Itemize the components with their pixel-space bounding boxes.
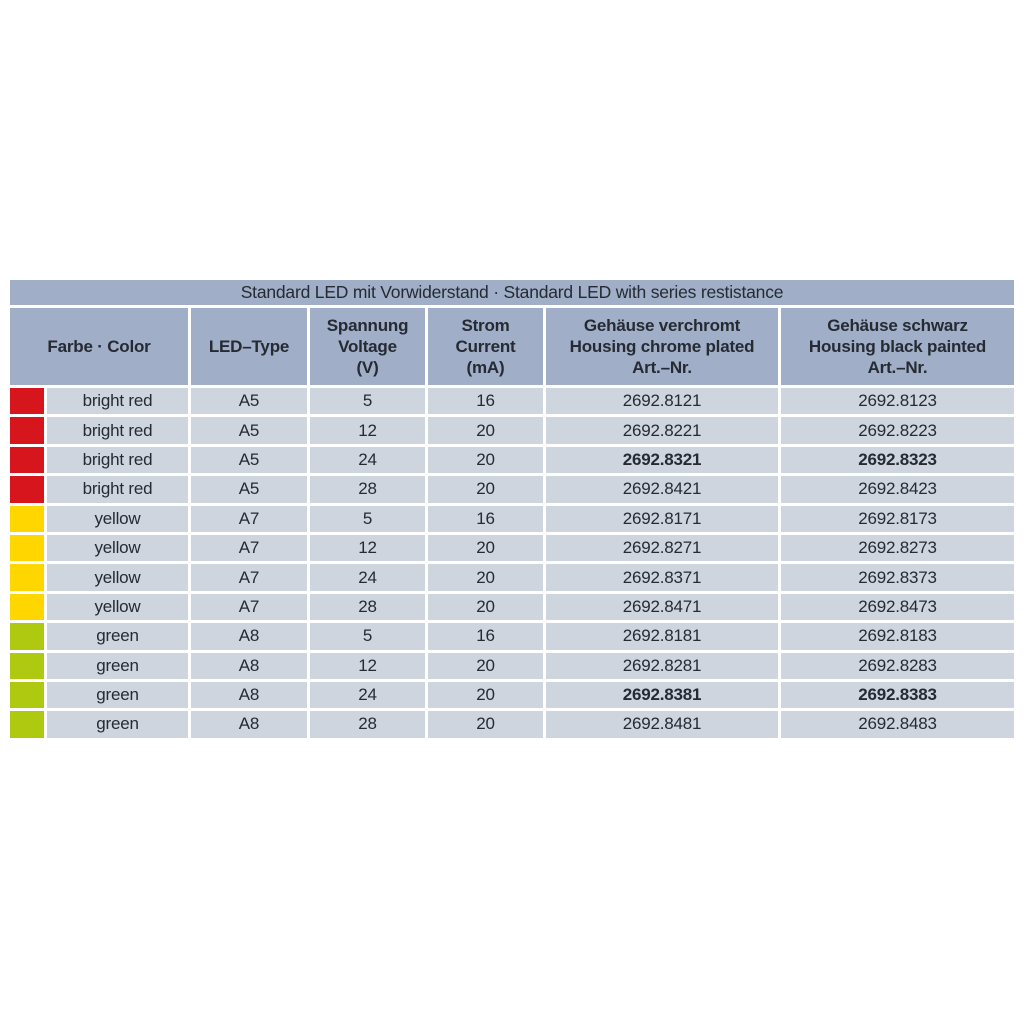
chrome-art-nr-cell: 2692.8281 [546, 653, 778, 679]
column-header-spannung-voltage [310, 308, 425, 385]
voltage-cell: 24 [310, 682, 425, 708]
voltage-cell: 12 [310, 653, 425, 679]
black-art-nr-cell: 2692.8183 [781, 623, 1014, 649]
led-type-cell: A5 [191, 388, 307, 414]
color-swatch [10, 388, 44, 414]
led-type-cell: A7 [191, 594, 307, 620]
led-type-cell: A7 [191, 564, 307, 590]
table-title: Standard LED mit Vorwiderstand · Standard LED with series restistance [10, 280, 1014, 305]
color-swatch [10, 506, 44, 532]
color-swatch [10, 535, 44, 561]
led-type-cell: A8 [191, 682, 307, 708]
current-cell: 20 [428, 594, 543, 620]
chrome-art-nr-cell: 2692.8371 [546, 564, 778, 590]
black-art-nr-cell: 2692.8223 [781, 417, 1014, 443]
led-type-cell: A7 [191, 535, 307, 561]
chrome-art-nr-cell: 2692.8171 [546, 506, 778, 532]
chrome-art-nr-cell: 2692.8221 [546, 417, 778, 443]
column-header-line: Voltage [338, 336, 397, 356]
color-swatch [10, 564, 44, 590]
color-swatch [10, 653, 44, 679]
column-header-line: Spannung [326, 315, 409, 335]
black-art-nr-cell: 2692.8473 [781, 594, 1014, 620]
led-type-cell: A5 [191, 476, 307, 502]
column-header-line: Art.–Nr. [867, 358, 928, 378]
chrome-art-nr-cell: 2692.8321 [546, 447, 778, 473]
column-header-line: Housing black painted [808, 336, 987, 356]
voltage-cell: 24 [310, 564, 425, 590]
color-name-cell: yellow [47, 564, 188, 590]
black-art-nr-cell: 2692.8483 [781, 711, 1014, 737]
black-art-nr-cell: 2692.8383 [781, 682, 1014, 708]
chrome-art-nr-cell: 2692.8471 [546, 594, 778, 620]
led-type-cell: A7 [191, 506, 307, 532]
voltage-cell: 12 [310, 417, 425, 443]
voltage-cell: 5 [310, 623, 425, 649]
chrome-art-nr-cell: 2692.8121 [546, 388, 778, 414]
current-cell: 16 [428, 388, 543, 414]
black-art-nr-cell: 2692.8423 [781, 476, 1014, 502]
voltage-cell: 28 [310, 711, 425, 737]
column-header-line: (V) [356, 358, 379, 378]
color-swatch [10, 682, 44, 708]
voltage-cell: 5 [310, 506, 425, 532]
current-cell: 20 [428, 682, 543, 708]
color-name-cell: green [47, 623, 188, 649]
current-cell: 20 [428, 653, 543, 679]
column-header-gehaeuse-schwarz [781, 308, 1014, 385]
color-name-cell: bright red [47, 417, 188, 443]
color-name-cell: green [47, 711, 188, 737]
color-swatch [10, 476, 44, 502]
voltage-cell: 12 [310, 535, 425, 561]
black-art-nr-cell: 2692.8273 [781, 535, 1014, 561]
led-type-cell: A8 [191, 711, 307, 737]
color-swatch [10, 623, 44, 649]
chrome-art-nr-cell: 2692.8481 [546, 711, 778, 737]
column-header-line: (mA) [466, 358, 505, 378]
column-header-line: Housing chrome plated [569, 336, 755, 356]
column-header-line: Gehäuse schwarz [827, 315, 968, 335]
black-art-nr-cell: 2692.8123 [781, 388, 1014, 414]
led-type-cell: A8 [191, 623, 307, 649]
color-name-cell: green [47, 682, 188, 708]
voltage-cell: 28 [310, 476, 425, 502]
voltage-cell: 24 [310, 447, 425, 473]
led-table [10, 280, 1014, 738]
color-swatch [10, 417, 44, 443]
color-swatch [10, 711, 44, 737]
color-name-cell: bright red [47, 476, 188, 502]
voltage-cell: 5 [310, 388, 425, 414]
chrome-art-nr-cell: 2692.8181 [546, 623, 778, 649]
chrome-art-nr-cell: 2692.8271 [546, 535, 778, 561]
color-name-cell: green [47, 653, 188, 679]
column-header-line: Art.–Nr. [632, 358, 692, 378]
column-header-farbe-color [10, 308, 188, 385]
current-cell: 20 [428, 447, 543, 473]
black-art-nr-cell: 2692.8173 [781, 506, 1014, 532]
column-header-led-type [191, 308, 307, 385]
color-swatch [10, 594, 44, 620]
current-cell: 20 [428, 417, 543, 443]
black-art-nr-cell: 2692.8373 [781, 564, 1014, 590]
chrome-art-nr-cell: 2692.8381 [546, 682, 778, 708]
voltage-cell: 28 [310, 594, 425, 620]
current-cell: 20 [428, 711, 543, 737]
column-header-line: Farbe · Color [47, 336, 151, 356]
column-header-line: Gehäuse verchromt [583, 315, 741, 335]
led-type-cell: A5 [191, 417, 307, 443]
black-art-nr-cell: 2692.8283 [781, 653, 1014, 679]
column-header-strom-current [428, 308, 543, 385]
color-name-cell: yellow [47, 594, 188, 620]
current-cell: 20 [428, 476, 543, 502]
column-header-gehaeuse-verchromt [546, 308, 778, 385]
current-cell: 16 [428, 506, 543, 532]
column-header-line: Current [455, 336, 516, 356]
color-name-cell: bright red [47, 447, 188, 473]
led-type-cell: A8 [191, 653, 307, 679]
column-header-line: Strom [461, 315, 510, 335]
current-cell: 20 [428, 564, 543, 590]
color-swatch [10, 447, 44, 473]
chrome-art-nr-cell: 2692.8421 [546, 476, 778, 502]
black-art-nr-cell: 2692.8323 [781, 447, 1014, 473]
color-name-cell: bright red [47, 388, 188, 414]
color-name-cell: yellow [47, 535, 188, 561]
current-cell: 20 [428, 535, 543, 561]
column-header-line: LED–Type [208, 336, 290, 356]
current-cell: 16 [428, 623, 543, 649]
color-name-cell: yellow [47, 506, 188, 532]
led-type-cell: A5 [191, 447, 307, 473]
